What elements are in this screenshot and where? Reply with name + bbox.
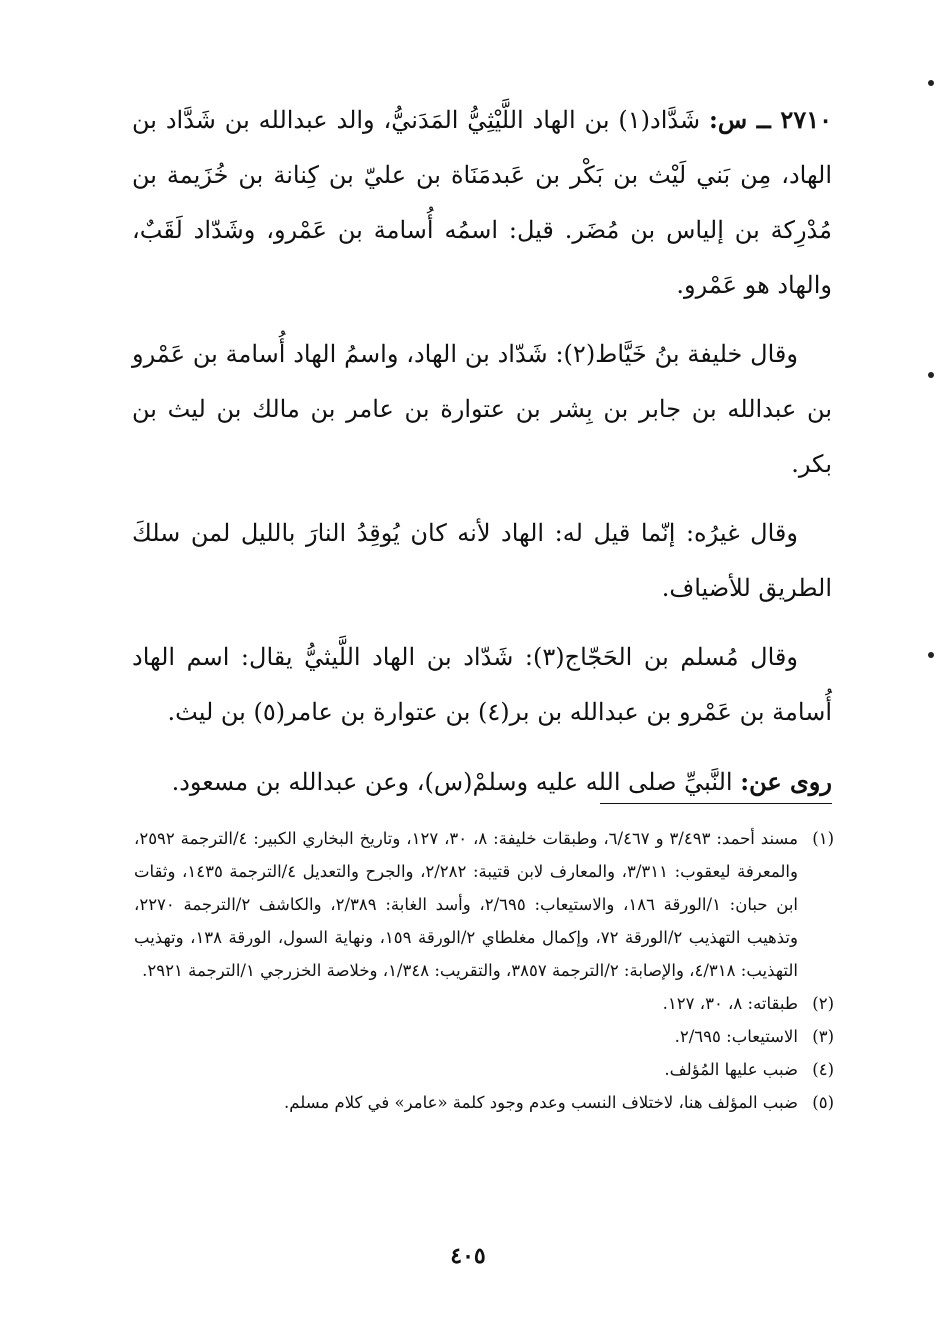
footnote-text: طبقاته: ٨، ٣٠، ١٢٧. <box>662 994 798 1013</box>
footnote-number: (٣) <box>812 1027 834 1046</box>
scan-speck <box>928 372 934 378</box>
entry-number: ٢٧١٠ ــ س: <box>708 105 832 134</box>
paragraph-text: النَّبيِّ صلى الله عليه وسلمْ(س)، وعن عبدالله بن مسعود. <box>171 768 741 796</box>
footnote-text: مسند أحمد: ٣/٤٩٣ و ٦/٤٦٧، وطبقات خليفة: ٨، ٣٠، ١٢٧، وتاريخ البخاري الكبير: ٤/الترجمة ٢٥٩٢، والمعرفة ليعقوب: ٣/٣١١، والمعارف لابن قتيبة: ٢/٢٨٢، والجرح والتعديل ٤/الترجمة ١٤٣٥، وثقات ابن حبان: ١/الورقة ١٨٦، والاستيعاب: ٢/٦٩٥، وأسد الغابة: ٢/٣٨٩، والكاشف ٢/الترجمة ٢٢٧٠، وتذهيب التهذيب ٢/الورقة ٧٢، وإكمال مغلطاي ٢/الورقة ١٥٩، ونهاية السول، الورقة ١٣٨، وتهذيب التهذيب: ٤/٣١٨، والإصابة: ٢/الترجمة ٣٨٥٧، والتقريب: ١/٣٤٨، وخلاصة الخزرجي ١/الترجمة ٢٩٢١. <box>134 829 799 980</box>
footnote-text: ضبب المؤلف هنا، لاختلاف النسب وعدم وجود كلمة «عامر» في كلام مسلم. <box>284 1093 798 1112</box>
paragraph-muslim <box>132 630 832 740</box>
footnote-number: (٤) <box>812 1060 834 1079</box>
main-text <box>132 92 832 824</box>
scan-speck <box>928 80 934 86</box>
footnote-number: (٢) <box>812 994 834 1013</box>
footnote-number: (١) <box>812 829 834 848</box>
footnote-divider <box>600 803 832 804</box>
footnote-3 <box>134 1020 834 1053</box>
page-number: ٤٠٥ <box>450 1243 486 1269</box>
footnote-2 <box>134 987 834 1020</box>
paragraph-entry-heading <box>132 92 832 313</box>
footnote-number: (٥) <box>812 1093 834 1112</box>
footnotes <box>134 822 834 1119</box>
footnote-1 <box>134 822 834 987</box>
narrated-from-label: روى عن: <box>740 767 832 796</box>
footnote-5 <box>134 1086 834 1119</box>
paragraph-text: شَدَّاد(١) بن الهاد اللَّيْثِيُّ المَدَنيُّ، والد عبدالله بن شَدَّاد بن الهاد، مِن بَني لَيْث بن بَكْر بن عَبدمَنَاة بن عليّ بن كِنانة بن خُزَيمة بن مُدْرِكة بن إلياس بن مُضَر. قيل: اسمُه أُسامة بن عَمْرو، وشَدّاد لَقَبٌ، والهاد هو عَمْرو. <box>132 106 832 299</box>
paragraph-text: وقال خليفة بنُ خَيَّاط(٢): شَدّاد بن الهاد، واسمُ الهاد أُسامة بن عَمْرو بن عبدالله بن جابر بن بِشر بن عتوارة بن عامر بن مالك بن ليث بن بكر. <box>132 340 832 478</box>
scan-speck <box>928 652 934 658</box>
paragraph-text: وقال غيرُه: إنّما قيل له: الهاد لأنه كان يُوقِدُ النارَ بالليل لمن سلكَ الطريق للأضياف. <box>132 519 832 602</box>
paragraph-khalifa <box>132 327 832 492</box>
paragraph-narrated-from <box>132 754 832 810</box>
paragraph-text: وقال مُسلم بن الحَجّاج(٣): شَدّاد بن الهاد اللَّيثيُّ يقال: اسم الهاد أُسامة بن عَمْرو بن عبدالله بن بر(٤) بن عتوارة بن عامر(٥) بن ليث. <box>132 643 832 726</box>
paragraph-others <box>132 506 832 616</box>
footnote-text: الاستيعاب: ٢/٦٩٥. <box>674 1027 798 1046</box>
footnote-text: ضبب عليها المُؤلف. <box>664 1060 798 1079</box>
footnote-4 <box>134 1053 834 1086</box>
